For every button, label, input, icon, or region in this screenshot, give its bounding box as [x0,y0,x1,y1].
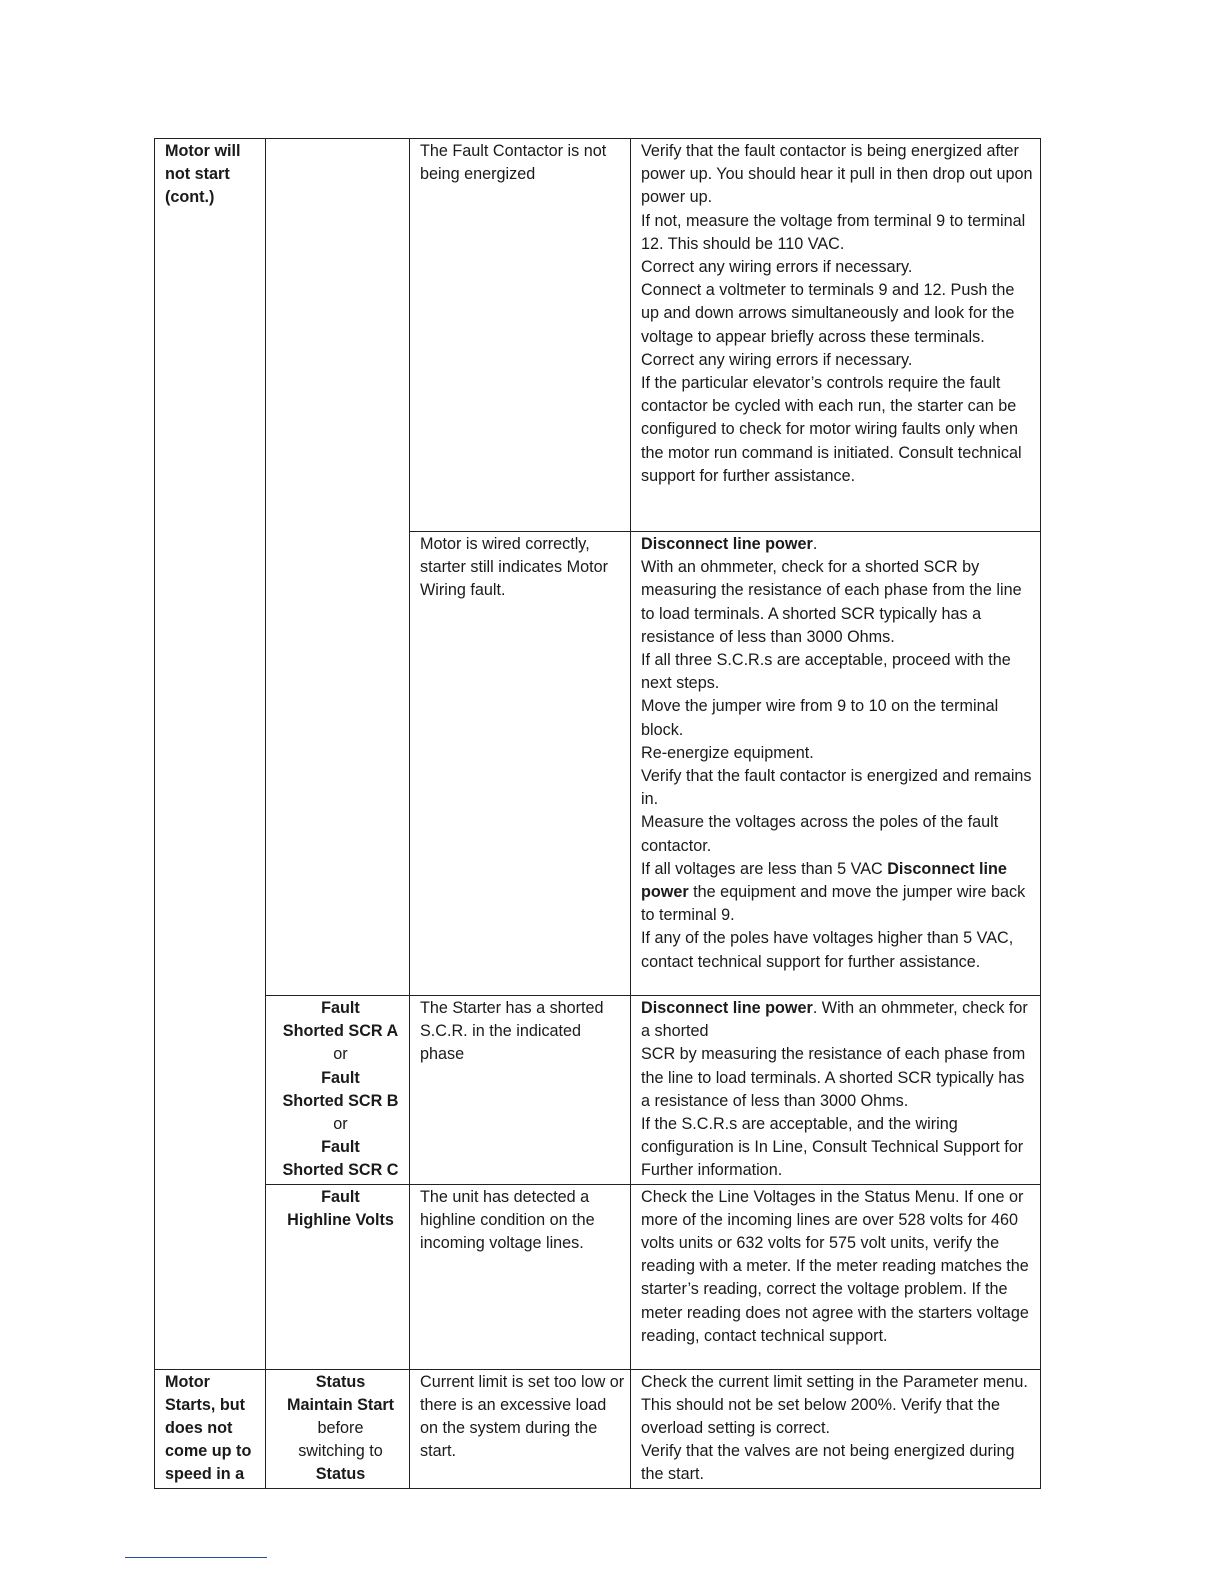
solution-step [641,765,1036,811]
bold-text: Disconnect line power [641,859,1007,902]
solution-step [641,695,1036,741]
display-line: Shorted SCR B [282,1091,399,1110]
solution-step [641,1440,1036,1486]
table-row [155,139,1041,532]
solution-step [641,927,1036,973]
display-cell [266,996,410,1185]
display-line: Fault [321,1068,360,1087]
step-text: Verify that the fault contactor is being energized after power up. You should hear it pull in then drop out upon power up. [641,142,1033,207]
display-line: switching to [298,1442,383,1461]
cause-cell: The unit has detected a highline condition on the incoming voltage lines. [410,1184,631,1369]
step-text: Correct any wiring errors if necessary. [641,350,913,369]
step-text: With an ohmmeter, check for a shorted SCR by measuring the resistance of each phase from the line to load terminals. A shorted SCR typically has a resistance of less than 3000 Ohms. [641,558,1022,646]
solution-step [641,1113,1036,1183]
step-text: Re-energize equipment. [641,743,814,762]
solution-cell [631,139,1041,532]
step-text: If the particular elevator’s controls require the fault contactor be cycled with each run, the starter can be configured to check for motor wiring faults only when the motor run command is initiated. Consult technical support for further assistance. [641,374,1022,485]
solution-cell [631,996,1041,1185]
solution-step [641,1186,1036,1348]
step-text: If not, measure the voltage from terminal 9 to terminal 12. This should be 110 VAC. [641,211,1026,253]
display-cell [266,139,410,996]
display-line: Shorted SCR C [282,1161,399,1180]
step-text: If all voltages are less than 5 VAC [641,859,888,878]
table-row [155,996,1041,1185]
step-text: If any of the poles have voltages higher than 5 VAC, contact technical support for further assistance. [641,929,1014,971]
problem-cell: Motor Starts, but does not come up to speed in a [155,1369,266,1488]
solution-step [641,858,1036,928]
display-line: before [317,1419,364,1438]
step-text: . With an ohmmeter, check for a shorted [641,999,1028,1041]
step-text: . [812,535,818,553]
step-text: the equipment and move the jumper wire back to terminal 9. [641,883,1026,925]
solution-step [641,997,1036,1043]
step-text: Move the jumper wire from 9 to 10 on the terminal block. [641,697,999,739]
solution-cell [631,1184,1041,1369]
step-text: Correct any wiring errors if necessary. [641,258,913,277]
cause-cell: Motor is wired correctly, starter still indicates Motor Wiring fault. [410,532,631,996]
bold-text: Disconnect line power [641,535,813,553]
solution-step [641,1371,1036,1441]
solution-step [641,533,1036,556]
display-line: Fault [321,999,360,1017]
display-cell [266,1369,410,1488]
footnote-separator [125,1557,267,1558]
step-text: If the S.C.R.s are acceptable, and the wiring configuration is In Line, Consult Technical Support for Further information. [641,1115,1024,1180]
display-line: Maintain Start [286,1395,395,1414]
solution-step [641,649,1036,695]
display-line: Status [315,1465,366,1484]
display-line: Highline Volts [287,1210,394,1229]
solution-step [641,279,1036,349]
step-text: Verify that the valves are not being energized during the start. [641,1442,1015,1484]
solution-step [641,210,1036,256]
step-text: Check the Line Voltages in the Status Menu. If one or more of the incoming lines are over 528 volts for 460 volts units or 632 volts for 575 volt units, verify the reading with a meter. If the meter reading matches the starter’s reading, correct the voltage problem. If the meter reading does not agree with the starters voltage reading, contact technical support. [641,1187,1029,1345]
solution-step [641,372,1036,488]
cause-cell: The Starter has a shorted S.C.R. in the indicated phase [410,996,631,1185]
solution-step [641,140,1036,210]
solution-step [641,256,1036,279]
solution-step [641,349,1036,372]
solution-step [641,556,1036,649]
bold-text: Disconnect line power [641,999,813,1017]
solution-step [641,1043,1036,1113]
solution-cell [631,532,1041,996]
table-row [155,1184,1041,1369]
display-line: Shorted SCR A [282,1022,399,1041]
troubleshooting-table [154,138,1041,1489]
solution-cell [631,1369,1041,1488]
step-text: Measure the voltages across the poles of the fault contactor. [641,813,999,855]
table-row [155,1369,1041,1488]
step-text: Check the current limit setting in the Parameter menu. This should not be set below 200%. Verify that the overload setting is correct. [641,1372,1028,1438]
display-cell [266,1184,410,1369]
display-line: Fault [321,1187,360,1206]
cause-cell: The Fault Contactor is not being energized [410,139,631,532]
display-line: Status [315,1372,366,1391]
step-text: SCR by measuring the resistance of each phase from the line to load terminals. A shorted SCR typically has a resistance of less than 3000 Ohms. [641,1045,1026,1110]
step-text: Verify that the fault contactor is energized and remains in. [641,767,1032,809]
display-line: Fault [321,1138,360,1157]
step-text: If all three S.C.R.s are acceptable, proceed with the next steps. [641,651,1011,693]
solution-step [641,742,1036,765]
solution-step [641,811,1036,857]
display-line: or [333,1115,348,1134]
step-text: Connect a voltmeter to terminals 9 and 12. Push the up and down arrows simultaneously and look for the voltage to appear briefly across these terminals. [641,281,1015,346]
cause-cell: Current limit is set too low or there is an excessive load on the system during the start. [410,1369,631,1488]
display-line: or [333,1045,348,1064]
problem-cell: Motor will not start (cont.) [155,139,266,1370]
